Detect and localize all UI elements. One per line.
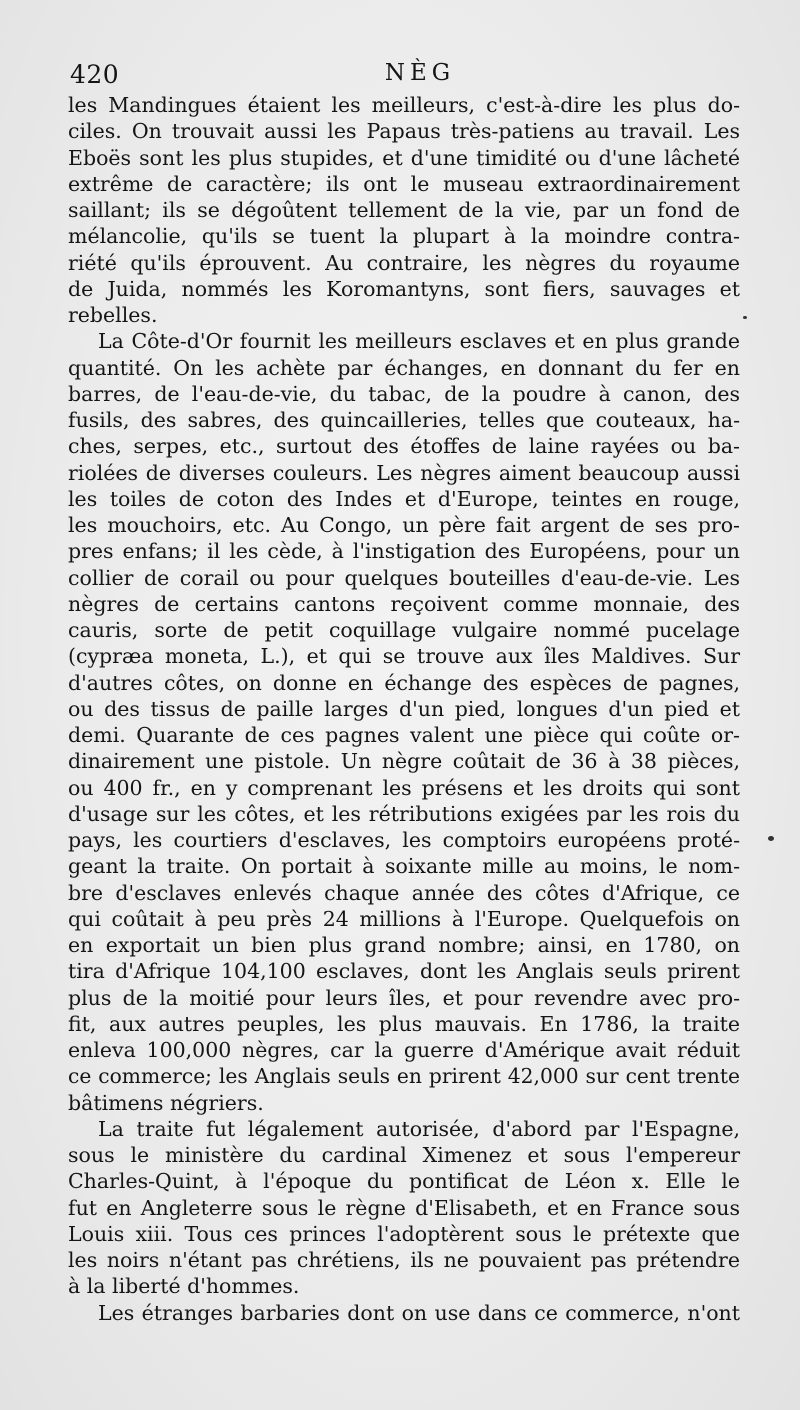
text-line: bre d'esclaves enlevés chaque année des côtes d'Afrique, ce <box>68 880 740 905</box>
text-line: de Juida, nommés les Koromantyns, sont fiers, sauvages et <box>68 276 740 301</box>
text-line: La traite fut légalement autorisée, d'abord par l'Espagne, <box>98 1116 740 1141</box>
text-line: La Côte-d'Or fournit les meilleurs esclaves et en plus grande <box>98 329 740 354</box>
text-line: Charles-Quint, à l'époque du pontificat de Léon x. Elle le <box>68 1169 740 1194</box>
text-line: pres enfans; il les cède, à l'instigation des Européens, pour un <box>68 539 740 564</box>
body-text <box>68 92 740 1326</box>
text-line: ce commerce; les Anglais seuls en prirent 42,000 sur cent trente <box>68 1064 740 1089</box>
text-line: Les étranges barbaries dont on use dans ce commerce, n'ont <box>98 1300 740 1325</box>
text-line: sous le ministère du cardinal Ximenez et sous l'empereur <box>68 1143 740 1167</box>
text-line: saillant; ils se dégoûtent tellement de la vie, par un fond de <box>68 198 740 222</box>
text-line: les toiles de coton des Indes et d'Europe, teintes en rouge, <box>68 486 740 511</box>
ink-speck <box>743 316 747 319</box>
text-line: ciles. On trouvait aussi les Papaus très-patiens au travail. Les <box>68 119 740 144</box>
text-line: Eboës sont les plus stupides, et d'une timidité ou d'une lâcheté <box>68 145 740 170</box>
text-line: riété qu'ils éprouvent. Au contraire, les nègres du royaume <box>68 250 740 275</box>
text-line: mélancolie, qu'ils se tuent la plupart à la moindre contra- <box>68 224 740 249</box>
text-line: fusils, des sabres, des quincailleries, telles que couteaux, ha- <box>68 408 740 432</box>
text-line: demi. Quarante de ces pagnes valent une pièce qui coûte or- <box>68 723 740 747</box>
text-line: nègres de certains cantons reçoivent comme monnaie, des <box>68 591 740 616</box>
text-line: les Mandingues étaient les meilleurs, c'est-à-dire les plus do- <box>68 93 740 117</box>
text-line: (cypræa moneta, L.), et qui se trouve aux îles Maldives. Sur <box>68 644 740 669</box>
text-line: barres, de l'eau-de-vie, du tabac, de la poudre à canon, des <box>68 381 740 406</box>
text-line: quantité. On les achète par échanges, en donnant du fer en <box>68 355 740 380</box>
text-line: tira d'Afrique 104,100 esclaves, dont les Anglais seuls prirent <box>68 959 740 984</box>
text-line: geant la traite. On portait à soixante mille au moins, le nom- <box>68 854 740 879</box>
text-line: riolées de diverses couleurs. Les nègres aiment beaucoup aussi <box>68 460 740 485</box>
page-header <box>70 54 740 94</box>
text-line: cauris, sorte de petit coquillage vulgaire nommé pucelage <box>68 618 740 642</box>
text-line: à la liberté d'hommes. <box>68 1274 300 1299</box>
text-line: les noirs n'étant pas chrétiens, ils ne pouvaient pas prétendre <box>68 1248 740 1272</box>
text-line: d'autres côtes, on donne en échange des espèces de pagnes, <box>68 670 740 695</box>
text-line: fit, aux autres peuples, les plus mauvais. En 1786, la traite <box>68 1011 740 1036</box>
text-line: enleva 100,000 nègres, car la guerre d'Amérique avait réduit <box>68 1038 740 1062</box>
text-line: extrême de caractère; ils ont le museau extraordinairement <box>68 171 740 196</box>
text-line: collier de corail ou pour quelques bouteilles d'eau-de-vie. Les <box>68 565 740 590</box>
running-head: NÈG <box>384 60 456 86</box>
text-line: les mouchoirs, etc. Au Congo, un père fait argent de ses pro- <box>68 513 740 537</box>
text-line: en exportait un bien plus grand nombre; ainsi, en 1780, on <box>68 933 740 957</box>
text-line: rebelles. <box>68 303 158 327</box>
text-line: d'usage sur les côtes, et les rétributions exigées par les rois du <box>68 801 740 826</box>
text-line: ou 400 fr., en y comprenant les présens et les droits qui sont <box>68 775 740 800</box>
ink-speck <box>768 836 774 841</box>
text-line: Louis xiii. Tous ces princes l'adoptèrent sous le prétexte que <box>68 1221 740 1246</box>
text-line: bâtimens négriers. <box>68 1090 264 1115</box>
text-line: dinairement une pistole. Un nègre coûtait de 36 à 38 pièces, <box>68 749 740 774</box>
text-line: fut en Angleterre sous le règne d'Elisabeth, et en France sous <box>68 1195 740 1220</box>
text-line: plus de la moitié pour leurs îles, et pour revendre avec pro- <box>68 985 740 1010</box>
text-line: pays, les courtiers d'esclaves, les comptoirs européens proté- <box>68 828 740 852</box>
text-line: qui coûtait à peu près 24 millions à l'Europe. Quelquefois on <box>68 906 740 931</box>
text-line: ou des tissus de paille larges d'un pied, longues d'un pied et <box>68 696 740 721</box>
page-number: 420 <box>70 60 120 89</box>
text-line: ches, serpes, etc., surtout des étoffes de laine rayées ou ba- <box>68 434 740 459</box>
